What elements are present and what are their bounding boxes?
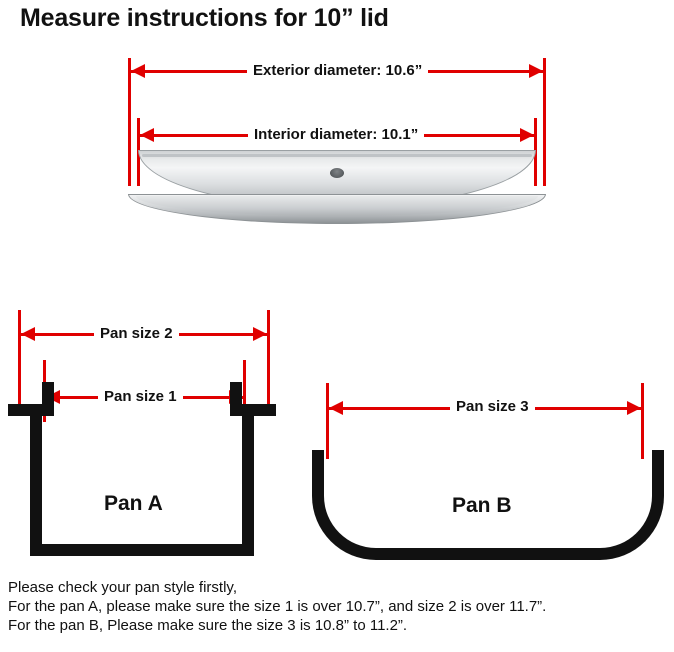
pan-size-3-tick-right	[641, 383, 644, 459]
pan-a-lip-left	[42, 382, 54, 416]
interior-arrow-left	[140, 128, 154, 142]
interior-arrow-right	[520, 128, 534, 142]
pan-a-wall-left	[30, 416, 42, 556]
pan-a-label: Pan A	[104, 492, 163, 515]
pan-a-rim-right	[242, 404, 276, 416]
pan-size-3-arrow-left	[329, 401, 343, 415]
interior-diameter-label: Interior diameter: 10.1”	[248, 126, 424, 143]
pan-size-2-arrow-left	[21, 327, 35, 341]
instructions-footer	[8, 578, 668, 635]
pan-size-2-tick-right	[267, 310, 270, 410]
pan-a-lip-right	[230, 382, 242, 416]
exterior-arrow-right	[529, 64, 543, 78]
pan-size-3-label: Pan size 3	[450, 398, 535, 415]
pan-size-2-tick-left	[18, 310, 21, 410]
pan-size-3-tick-left	[326, 383, 329, 459]
pan-size-3-arrow-right	[627, 401, 641, 415]
pan-size-2-arrow-right	[253, 327, 267, 341]
exterior-arrow-left	[131, 64, 145, 78]
pan-size-2-label: Pan size 2	[94, 325, 179, 342]
pan-a-illustration	[8, 404, 276, 569]
lid-knob	[330, 168, 344, 178]
lid-top-edge	[142, 154, 532, 157]
page-title: Measure instructions for 10” lid	[20, 4, 389, 32]
pan-a-wall-right	[242, 416, 254, 556]
pan-b-label: Pan B	[452, 494, 512, 517]
pan-b-illustration	[312, 450, 664, 568]
pan-a-rim-left	[8, 404, 42, 416]
footer-line-1: Please check your pan style firstly,	[8, 579, 237, 596]
lid-illustration	[128, 150, 546, 228]
pan-size-1-label: Pan size 1	[98, 388, 183, 405]
footer-line-2: For the pan A, please make sure the size 1 is over 10.7”, and size 2 is over 11.7”.	[8, 598, 547, 615]
footer-line-3: For the pan B, Please make sure the size 3 is 10.8” to 11.2”.	[8, 617, 408, 634]
exterior-diameter-label: Exterior diameter: 10.6”	[247, 62, 428, 79]
pan-a-base	[30, 544, 254, 556]
